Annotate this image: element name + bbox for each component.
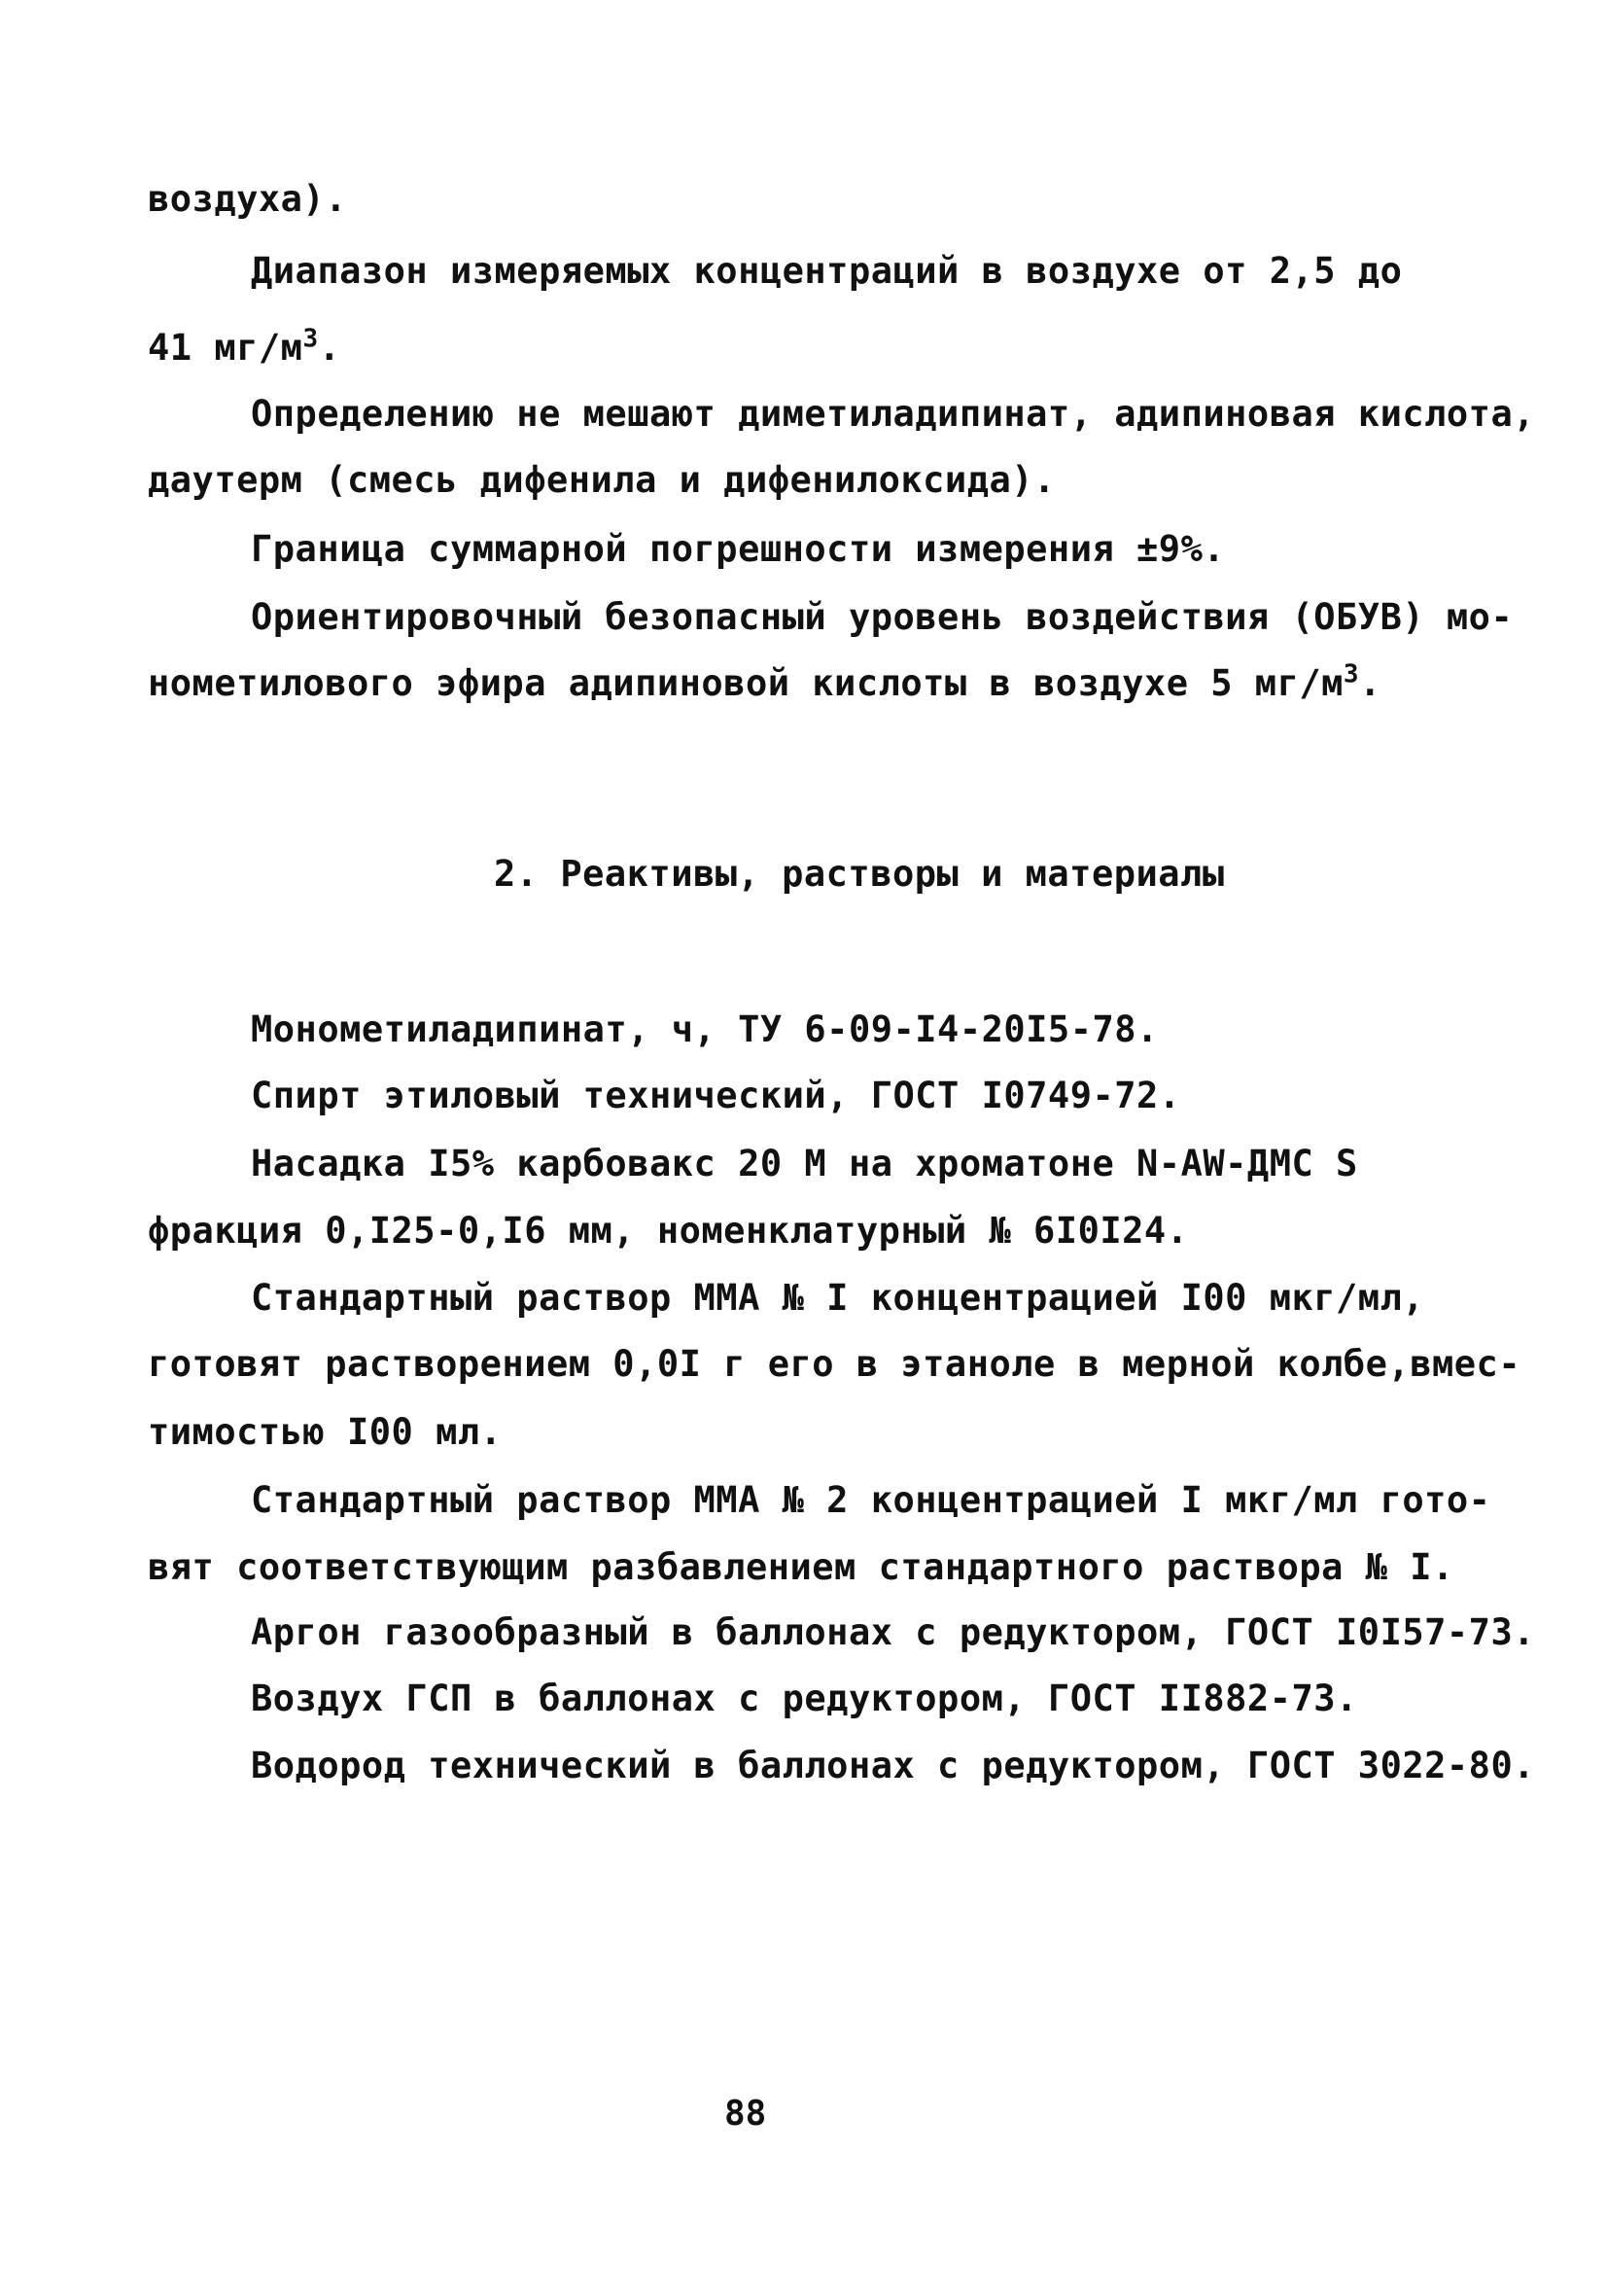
list-item: Стандартный раствор ММА № I концентрацией I00 мкг/мл, xyxy=(251,1277,1425,1319)
list-item: Монометиладипинат, ч, ТУ 6-09-I4-20I5-78. xyxy=(251,1008,1159,1050)
text-line: воздуха). xyxy=(148,178,347,220)
list-item: готовят растворением 0,0I г его в этаноле в мерной колбе,вмес- xyxy=(148,1343,1521,1385)
list-item: фракция 0,I25-0,I6 мм, номенклатурный № 6I0I24. xyxy=(148,1210,1189,1252)
text-line xyxy=(148,660,1381,707)
superscript: 3 xyxy=(1343,659,1360,689)
list-item: Аргон газообразный в баллонах с редуктором, ГОСТ I0I57-73. xyxy=(251,1611,1536,1653)
text-line xyxy=(148,325,340,371)
superscript: 3 xyxy=(302,324,319,354)
text-line: Ориентировочный безопасный уровень воздействия (ОБУВ) мо- xyxy=(251,596,1514,638)
list-item: Насадка I5% карбовакс 20 М на хроматоне N-AW-ДМС S xyxy=(251,1143,1358,1184)
list-item: тимостью I00 мл. xyxy=(148,1411,503,1453)
text-line: Определению не мешают диметиладипинат, адипиновая кислота, xyxy=(251,393,1536,435)
list-item: Стандартный раствор ММА № 2 концентрацией I мкг/мл гото- xyxy=(251,1479,1491,1521)
list-item: Воздух ГСП в баллонах с редуктором, ГОСТ II882-73. xyxy=(251,1678,1358,1719)
text-fragment: . xyxy=(318,327,341,369)
text-line: даутерм (смесь дифенила и дифенилоксида). xyxy=(148,459,1056,501)
list-item: Спирт этиловый технический, ГОСТ I0749-72. xyxy=(251,1075,1181,1116)
page-number: 88 xyxy=(724,2094,767,2134)
section-heading: 2. Реактивы, растворы и материалы xyxy=(494,853,1225,895)
text-fragment: . xyxy=(1359,662,1381,704)
list-item: Водород технический в баллонах с редуктором, ГОСТ 3022-80. xyxy=(251,1745,1536,1786)
text-fragment: нометилового эфира адипиновой кислоты в воздухе 5 мг/м xyxy=(148,662,1344,704)
text-line: Граница суммарной погрешности измерения ±9%. xyxy=(251,528,1226,570)
text-fragment: 41 мг/м xyxy=(148,327,303,369)
text-line: Диапазон измеряемых концентраций в воздухе от 2,5 до xyxy=(251,250,1403,292)
list-item: вят соответствующим разбавлением стандартного раствора № I. xyxy=(148,1546,1454,1588)
